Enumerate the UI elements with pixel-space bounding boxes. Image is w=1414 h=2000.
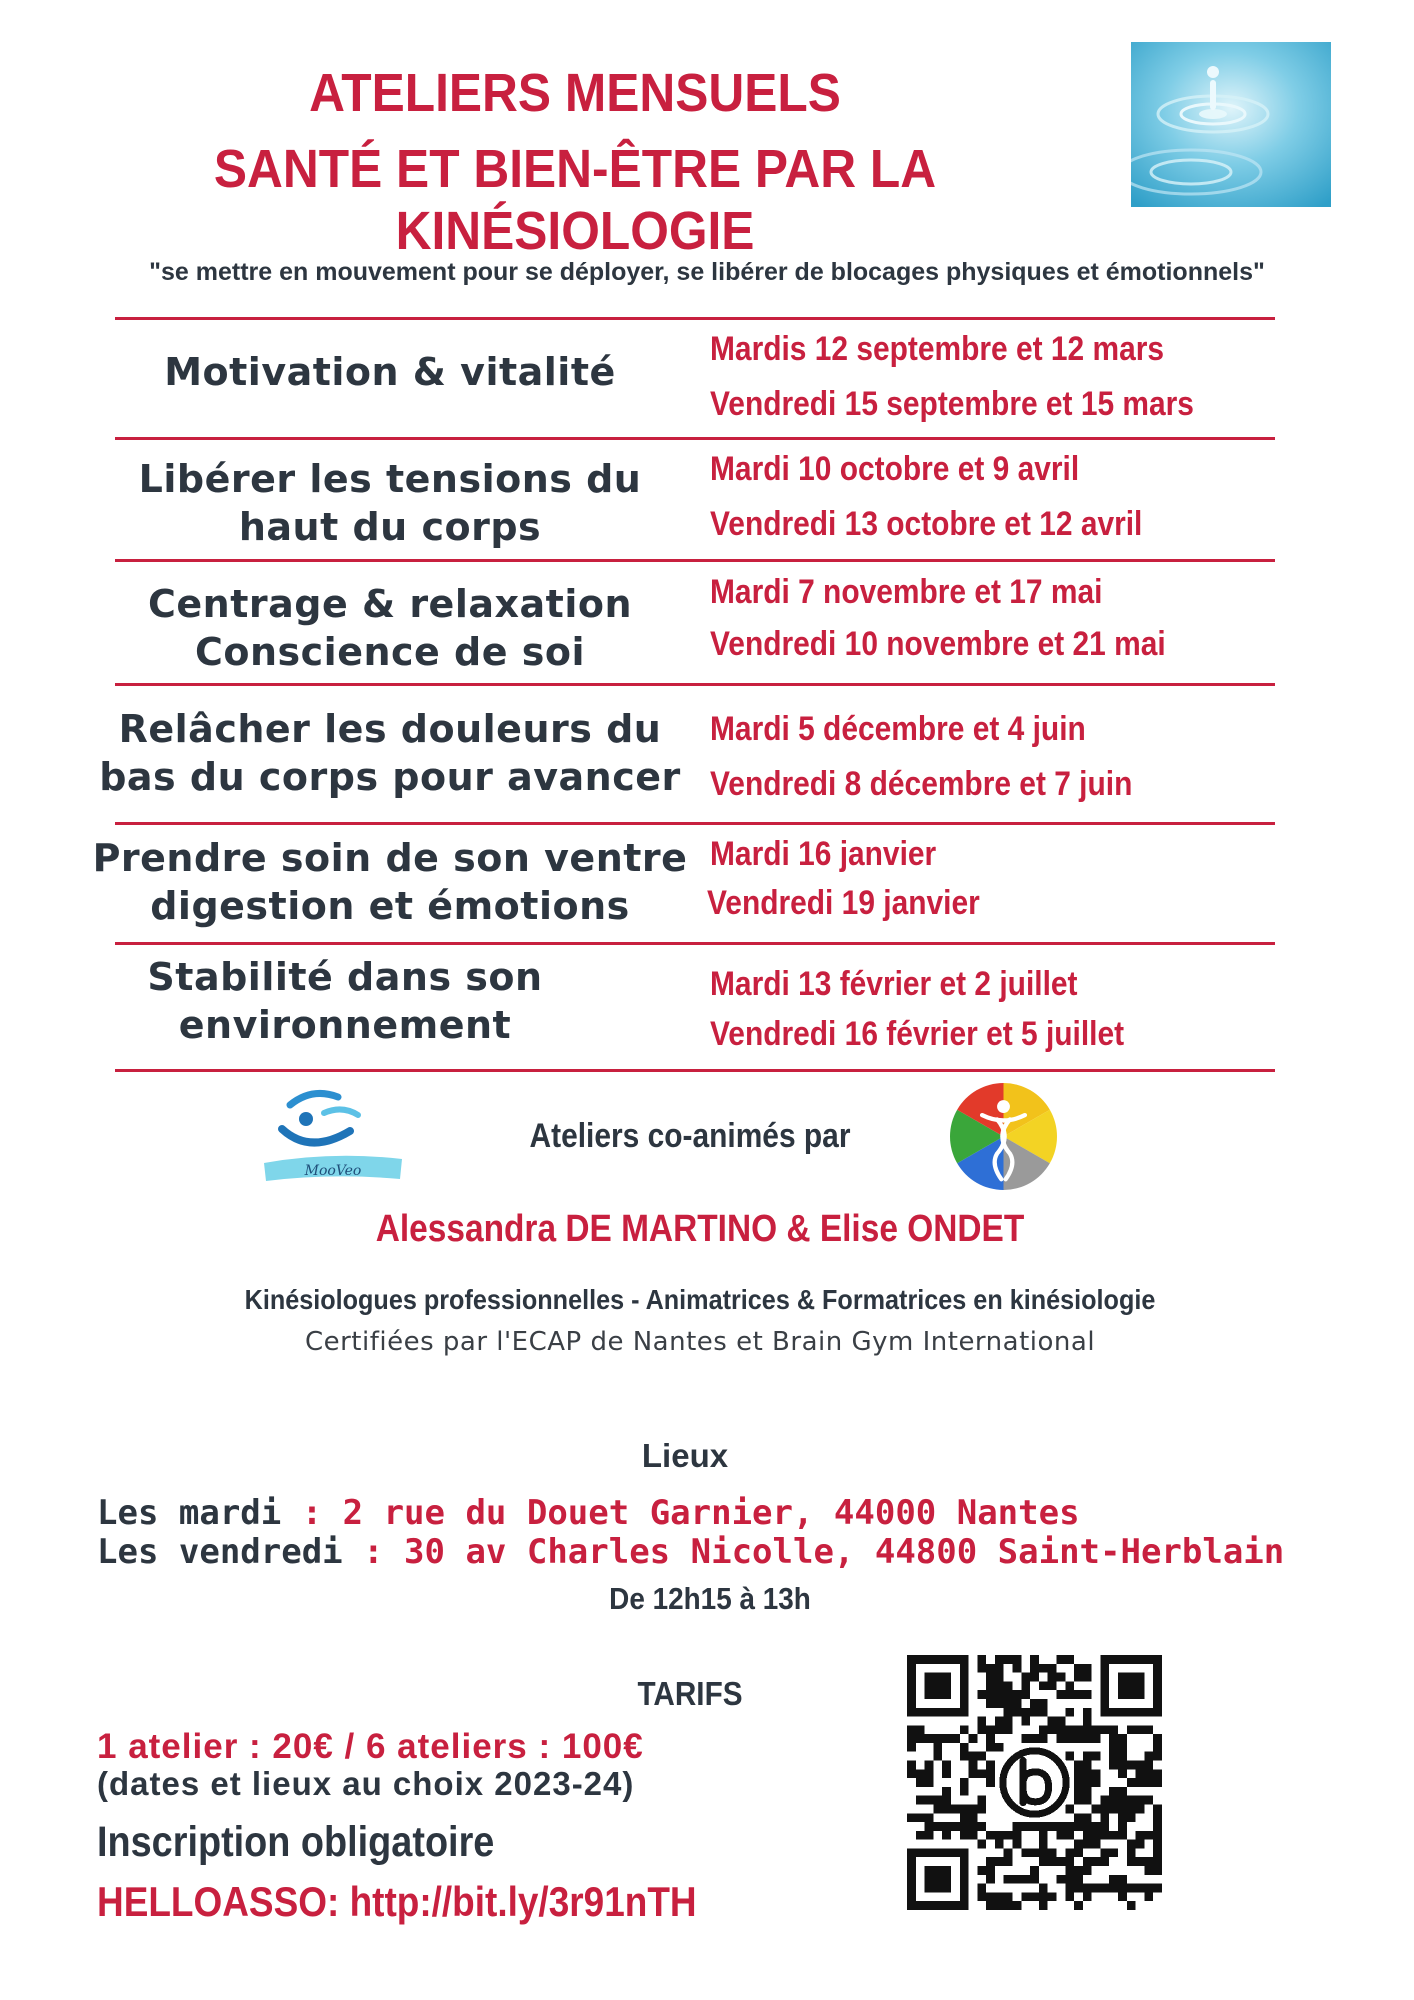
- page-title: ATELIERS MENSUELS: [309, 63, 841, 123]
- mooveo-logo-text: MooVeo: [304, 1163, 362, 1179]
- mooveo-logo: [262, 1085, 404, 1185]
- lieu-vendredi: [97, 1532, 1377, 1572]
- workshop-date: Mardi 7 novembre et 17 mai: [710, 573, 1103, 611]
- workshop-date: Mardi 13 février et 2 juillet: [710, 965, 1078, 1003]
- workshop-date: Vendredi 10 novembre et 21 mai: [710, 625, 1166, 663]
- workshop-date: Vendredi 15 septembre et 15 mars: [710, 385, 1194, 423]
- host-certification: Certifiées par l'ECAP de Nantes et Brain Gym International: [304, 1327, 1096, 1357]
- divider: [115, 559, 1275, 562]
- workshop-date: Vendredi 8 décembre et 7 juin: [710, 765, 1133, 803]
- workshop-date: Vendredi 13 octobre et 12 avril: [710, 505, 1143, 543]
- workshop-topic-line: Stabilité dans son: [147, 955, 543, 999]
- divider: [115, 437, 1275, 440]
- divider: [115, 317, 1275, 320]
- lieu-mardi-label: Les mardi: [97, 1493, 302, 1533]
- inscription-label: Inscription obligatoire: [97, 1818, 495, 1866]
- kinesiology-logo: [950, 1083, 1057, 1190]
- workshop-date: Mardi 10 octobre et 9 avril: [710, 450, 1080, 488]
- lieu-vendredi-label: Les vendredi: [97, 1532, 364, 1572]
- workshop-topic: [70, 455, 710, 551]
- quote: "se mettre en mouvement pour se déployer, se libérer de blocages physiques et émotionnels": [149, 258, 1265, 286]
- helloasso-link[interactable]: HELLOASSO: http://bit.ly/3r91nTH: [97, 1878, 697, 1925]
- divider: [115, 1069, 1275, 1072]
- workshop-topic-line: Libérer les tensions du: [138, 457, 642, 501]
- workshop-date: Mardi 16 janvier: [710, 835, 937, 873]
- divider: [115, 942, 1275, 945]
- workshop-topic-line: bas du corps pour avancer: [99, 755, 681, 799]
- workshop-date: Vendredi 16 février et 5 juillet: [710, 1015, 1125, 1053]
- lieu-vendredi-address: : 30 av Charles Nicolle, 44800 Saint-Herblain: [363, 1532, 1285, 1572]
- workshop-topic-line: Motivation & vitalité: [164, 350, 616, 394]
- host-profession: Kinésiologues professionnelles - Animatrices & Formatrices en kinésiologie: [244, 1284, 1156, 1315]
- workshop-date: Mardis 12 septembre et 12 mars: [710, 330, 1165, 368]
- workshop-date: Mardi 5 décembre et 4 juin: [710, 710, 1086, 748]
- lieux-heading: Lieux: [641, 1437, 729, 1474]
- divider: [115, 822, 1275, 825]
- divider: [115, 683, 1275, 686]
- tarifs-heading: TARIFS: [637, 1675, 743, 1712]
- workshop-topic-line: Conscience de soi: [194, 630, 586, 674]
- page-subtitle: SANTÉ ET BIEN-ÊTRE PAR LA KINÉSIOLOGIE: [213, 139, 937, 261]
- qr-code[interactable]: [907, 1655, 1162, 1910]
- workshop-topic: [70, 580, 710, 676]
- lieu-mardi: [97, 1493, 1377, 1533]
- workshop-topic-line: Relâcher les douleurs du: [118, 707, 662, 751]
- lieu-mardi-address: : 2 rue du Douet Garnier, 44000 Nantes: [301, 1493, 1080, 1533]
- workshop-topic-line: haut du corps: [238, 505, 542, 549]
- workshop-topic: [70, 705, 710, 801]
- workshop-topic-line: digestion et émotions: [150, 884, 630, 928]
- horaire: De 12h15 à 13h: [609, 1581, 811, 1616]
- workshop-topic: [70, 348, 710, 396]
- tarifs-choix: (dates et lieux au choix 2023-24): [97, 1765, 635, 1802]
- workshop-topic: [70, 834, 710, 930]
- workshop-topic: [40, 953, 650, 1049]
- workshop-topic-line: Centrage & relaxation: [147, 582, 632, 626]
- host-names: Alessandra DE MARTINO & Elise ONDET: [375, 1208, 1025, 1250]
- workshop-topic-line: Prendre soin de son ventre: [92, 836, 688, 880]
- coanimated-label: Ateliers co-animés par: [529, 1117, 851, 1155]
- workshop-date: Vendredi 19 janvier: [707, 884, 980, 922]
- tarifs-prix: 1 atelier : 20€ / 6 ateliers : 100€: [97, 1727, 644, 1766]
- water-drop-image: [1131, 42, 1331, 207]
- workshop-topic-line: environnement: [178, 1003, 512, 1047]
